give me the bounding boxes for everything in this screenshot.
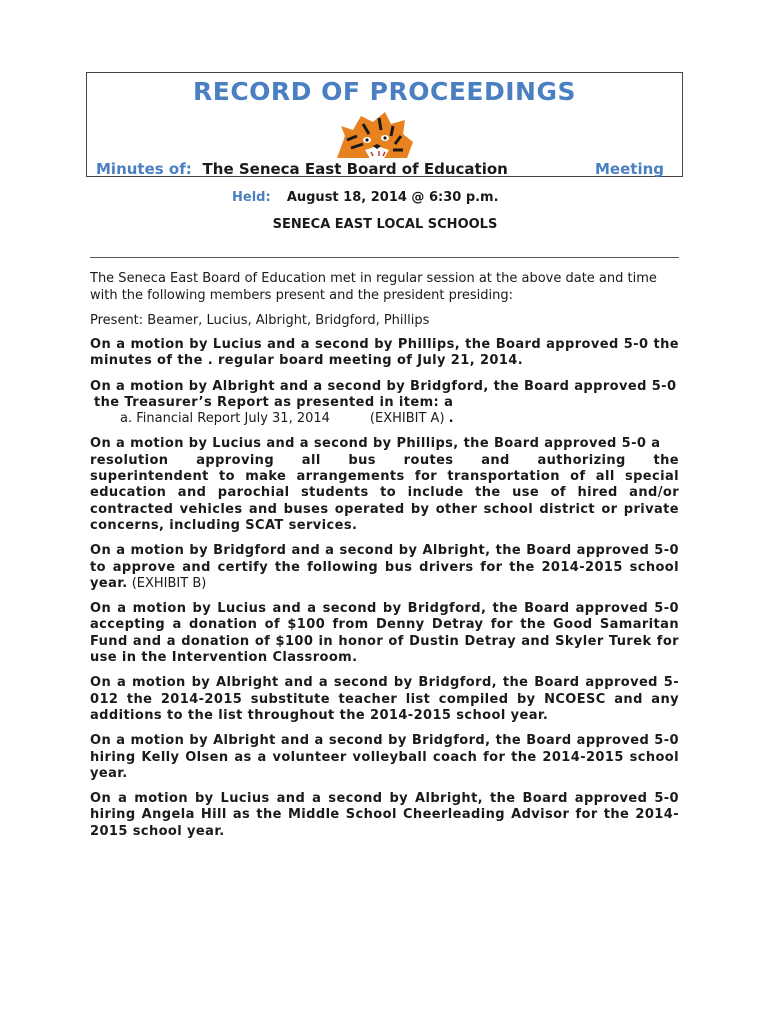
meeting-label: Meeting bbox=[595, 160, 665, 178]
tiger-mascot-logo bbox=[333, 106, 417, 166]
school-name: SENECA EAST LOCAL SCHOOLS bbox=[272, 217, 498, 232]
motion-bus-drivers bbox=[90, 543, 679, 592]
motion-text: On a motion by Lucius and a second by Phillips, the Board approved 5-0 a bbox=[90, 436, 661, 452]
motion-substitute-list: On a motion by Albright and a second by Bridgford, the Board approved 5-012 the 2014-2015 substitute teacher list compiled by NCOESC and any additions to the list throughout the 2014-2015 school year. bbox=[90, 675, 679, 723]
financial-report-item bbox=[90, 411, 679, 427]
motion-text: On a motion by Bridgford and a second by Albright, the Board approved 5-0 to approve and certify the following bus drivers for the 2014-2015 school year. bbox=[90, 543, 679, 591]
motion-first-line: resolution approving all bus routes and authorizing the bbox=[90, 452, 679, 468]
motion-text: On a motion by Albright and a second by Bridgford, the Board approved 5-0 bbox=[90, 378, 677, 394]
record-title: RECORD OF PROCEEDINGS bbox=[193, 77, 576, 106]
motion-cheerleading-advisor: On a motion by Lucius and a second by Albright, the Board approved 5-0 hiring Angela Hill as the Middle School Cheerleading Advisor for the 2014-2015 school year. bbox=[90, 791, 679, 839]
held-line bbox=[232, 190, 499, 205]
period: . bbox=[448, 411, 454, 427]
motion-continued: superintendent to make arrangements for transportation of all special education and parochial students to include the use of hired and/or contracted vehicles and buses operated by other school district or private concerns, including SCAT services. bbox=[90, 469, 679, 533]
motion-donations: On a motion by Lucius and a second by Bridgford, the Board approved 5-0 accepting a donation of $100 from Denny Detray for the Good Samaritan Fund and a donation of $100 in honor of Dustin Detray and Skyler Turek for use in the Intervention Classroom. bbox=[90, 601, 679, 666]
motion-subline: the Treasurer’s Report as presented in item: a bbox=[94, 394, 454, 410]
motion-volleyball-coach: On a motion by Albright and a second by Bridgford, the Board approved 5-0 hiring Kelly Olsen as a volunteer volleyball coach for the 2014-2015 school year. bbox=[90, 733, 679, 781]
exhibit-a: (EXHIBIT A) bbox=[369, 411, 445, 427]
minutes-line bbox=[96, 160, 508, 178]
minutes-label: Minutes of: bbox=[96, 160, 192, 178]
financial-report-label: a. Financial Report July 31, 2014 bbox=[120, 411, 330, 427]
held-date: August 18, 2014 @ 6:30 p.m. bbox=[286, 190, 499, 205]
motion-minutes-approval: On a motion by Lucius and a second by Phillips, the Board approved 5-0 the minutes of the . regular board meeting of July 21, 2014. bbox=[90, 337, 679, 369]
exhibit-b: (EXHIBIT B) bbox=[127, 575, 207, 591]
motion-bus-routes bbox=[90, 436, 679, 534]
divider bbox=[90, 257, 679, 258]
header-box bbox=[86, 72, 683, 177]
present-members: Present: Beamer, Lucius, Albright, Bridgford, Phillips bbox=[90, 313, 430, 328]
held-label: Held: bbox=[232, 190, 271, 205]
organization-name: The Seneca East Board of Education bbox=[202, 160, 508, 178]
minutes-body bbox=[90, 270, 679, 849]
intro-paragraph: The Seneca East Board of Education met in regular session at the above date and time with the following members present and the president presiding: bbox=[90, 271, 657, 303]
motion-treasurer-report bbox=[90, 379, 679, 428]
